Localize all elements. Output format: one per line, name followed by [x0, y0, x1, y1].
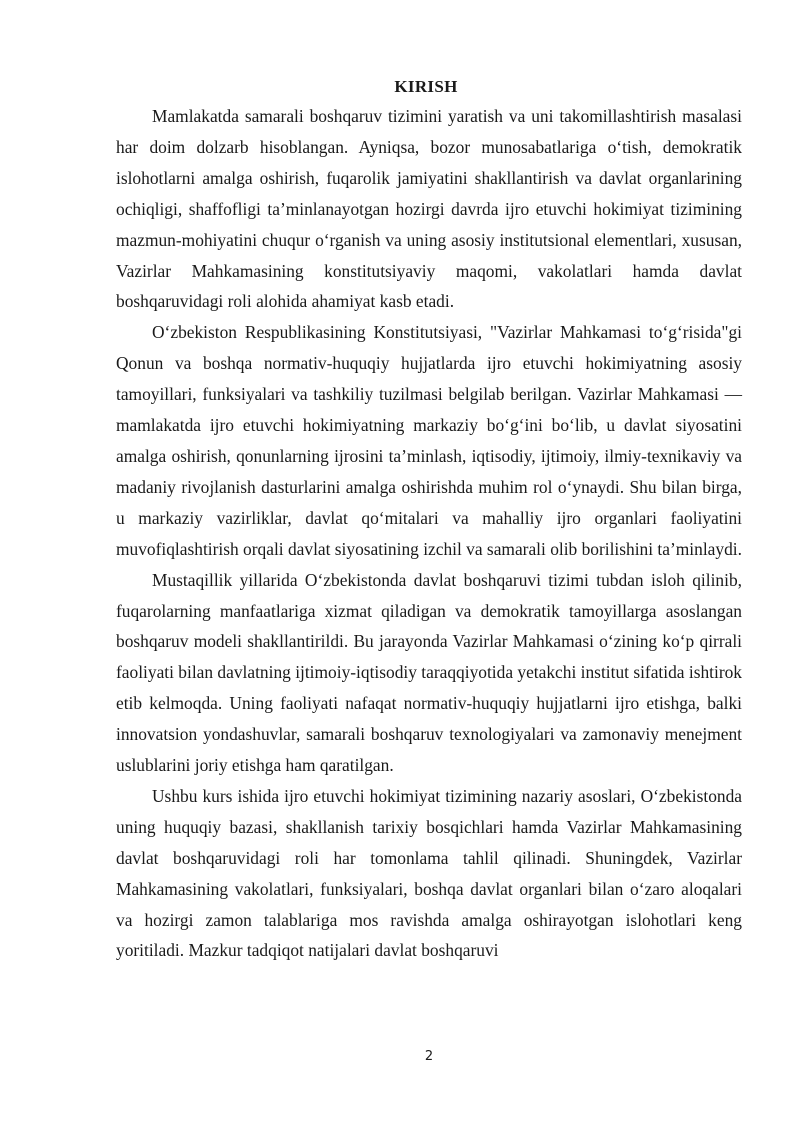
- paragraph: Ushbu kurs ishida ijro etuvchi hokimiyat tizimining nazariy asoslari, O‘zbekistonda uning huquqiy bazasi, shakllanish tarixiy bosqichlari hamda Vazirlar Mahkamasining davlat boshqaruvidagi roli har tomonlama tahlil qilinadi. Shuningdek, Vazirlar Mahkamasining vakolatlari, funksiyalari, boshqa davlat organlari bilan o‘zaro aloqalari va hozirgi zamon talablariga mos ravishda amalga oshirayotgan islohotlari keng yoritiladi. Mazkur tadqiqot natijalari davlat boshqaruvi: [116, 785, 742, 961]
- page-number: 2: [424, 1049, 434, 1064]
- paragraph: Mamlakatda samarali boshqaruv tizimini yaratish va uni takomillashtirish masalasi har doim dolzarb hisoblangan. Ayniqsa, bozor munosabatlariga o‘tish, demokratik islohotlarni amalga oshirish, fuqarolik jamiyatini shakllantirish va davlat organlarining ochiqligi, shaffofligi ta’minlanayotgan hozirgi davrda ijro etuvchi hokimiyat tizimining mazmun-mohiyatini chuqur o‘rganish va uning asosiy institutsional elementlari, xususan, Vazirlar Mahkamasining konstitutsiyaviy maqomi, vakolatlari hamda davlat boshqaruvidagi roli alohida ahamiyat kasb etadi.: [116, 106, 742, 312]
- body-text: [116, 101, 742, 966]
- paragraph: Mustaqillik yillarida O‘zbekistonda davlat boshqaruvi tizimi tubdan isloh qilinib, fuqarolarning manfaatlariga xizmat qiladigan va demokratik tamoyillarga asoslangan boshqaruv modeli shakllantirildi. Bu jarayonda Vazirlar Mahkamasi o‘zining ko‘p qirrali faoliyati bilan davlatning ijtimoiy-iqtisodiy taraqqiyotida yetakchi institut sifatida ishtirok etib kelmoqda. Uning faoliyati nafaqat normativ-huquqiy hujjatlarni ijro etishga, balki innovatsion yondashuvlar, samarali boshqaruv texnologiyalari va zamonaviy menejment uslublarini joriy etishga ham qaratilgan.: [116, 569, 742, 776]
- section-heading: KIRISH: [394, 77, 458, 96]
- paragraph: O‘zbekiston Respublikasining Konstitutsiyasi, "Vazirlar Mahkamasi to‘g‘risida"gi Qonun va boshqa normativ-huquqiy hujjatlarda ijro etuvchi hokimiyatning asosiy tamoyillari, funksiyalari va tashkiliy tuzilmasi belgilab berilgan. Vazirlar Mahkamasi — mamlakatda ijro etuvchi hokimiyatning markaziy bo‘g‘ini bo‘lib, u davlat siyosatini amalga oshirish, qonunlarning ijrosini ta’minlash, iqtisodiy, ijtimoiy, ilmiy-texnikaviy va madaniy rivojlanish dasturlarini amalga oshirishda muhim rol o‘ynaydi. Shu bilan birga, u markaziy vazirliklar, davlat qo‘mitalari va mahalliy ijro organlari faoliyatini muvofiqlashtirish orqali davlat siyosatining izchil va samarali olib borilishini ta’minlaydi.: [116, 322, 742, 559]
